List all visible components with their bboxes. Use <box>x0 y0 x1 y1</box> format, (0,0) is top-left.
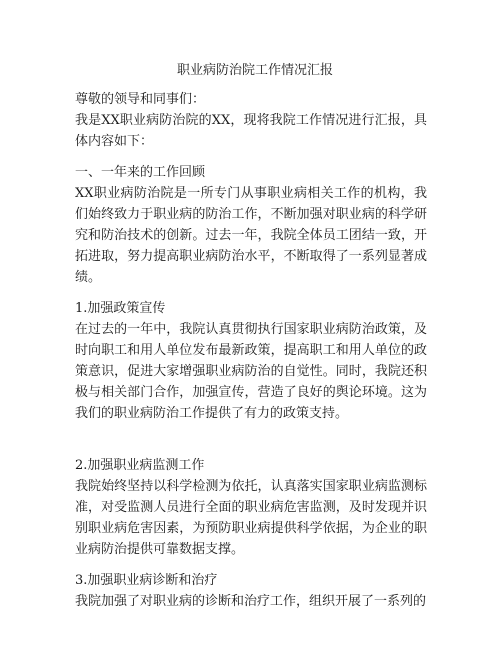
item-paragraph: 在过去的一年中，我院认真贯彻执行国家职业病防治政策，及时向职工和用人单位发布最新政策，提高职工和用人单位的政策意识，促进大家增强职业病防治的自觉性。同时，我院还积极与相关部门合作，加强宣传，营造了良好的舆论环境。这为我们的职业病防治工作提供了有力的政策支持。 <box>75 322 427 421</box>
document-title: 职业病防治院工作情况汇报 <box>176 63 333 78</box>
item-heading: 1.加强政策宣传 <box>75 301 166 316</box>
item-heading: 2.加强职业病监测工作 <box>75 458 205 473</box>
item-diagnosis-treatment <box>75 570 427 612</box>
item-heading: 3.加强职业病诊断和治疗 <box>75 573 218 588</box>
intro-paragraph: 我是XX职业病防治院的XX，现将我院工作情况进行汇报，具体内容如下： <box>75 113 427 149</box>
item-paragraph: 我院始终坚持以科学检测为依托，认真落实国家职业病监测标准，对受监测人员进行全面的职业病危害监测，及时发现并识别职业病危害因素，为预防职业病提供科学依据，为企业的职业病防治提供可靠数据支撑。 <box>75 479 427 557</box>
item-policy-publicity <box>75 298 427 424</box>
item-monitoring <box>75 455 427 560</box>
section-paragraph: XX职业病防治院是一所专门从事职业病相关工作的机构，我们始终致力于职业病的防治工作，不断加强对职业病的科学研究和防治技术的创新。过去一年，我院全体员工团结一致，开拓进取，努力提高职业病防治水平，不断取得了一系列显著成绩。 <box>75 186 427 285</box>
section-work-review <box>75 162 427 288</box>
greeting-block <box>75 89 427 152</box>
item-paragraph: 我院加强了对职业病的诊断和治疗工作，组织开展了一系列的 <box>75 594 427 609</box>
greeting-text: 尊敬的领导和同事们： <box>75 92 206 107</box>
section-heading: 一、一年来的工作回顾 <box>75 165 206 180</box>
